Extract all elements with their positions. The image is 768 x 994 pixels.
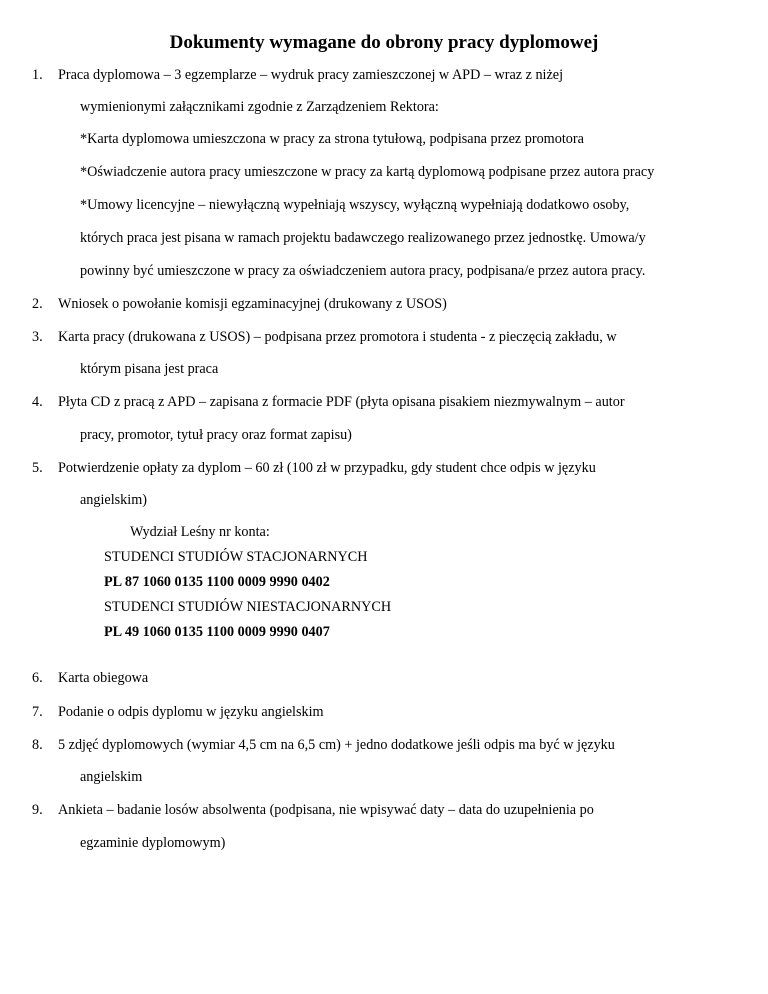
item-3-line-1: Karta pracy (drukowana z USOS) – podpisana przez promotora i studenta - z pieczęcią zakładu, w [58, 329, 617, 345]
item-2-number: 2. [32, 296, 43, 312]
item-3-number: 3. [32, 329, 43, 345]
item-1-line-4: *Oświadczenie autora pracy umieszczone w pracy za kartą dyplomową podpisane przez autora pracy [80, 164, 655, 180]
item-1-line-6: których praca jest pisana w ramach projektu badawczego realizowanego przez jednostkę. Umowa/y [80, 230, 646, 246]
item-3-line-2: którym pisana jest praca [80, 361, 219, 377]
item-1-line-7: powinny być umieszczone w pracy za oświadczeniem autora pracy, podpisana/e przez autora pracy. [80, 263, 646, 279]
item-5-line-2: angielskim) [80, 492, 147, 508]
page-title: Dokumenty wymagane do obrony pracy dyplomowej [169, 32, 599, 53]
item-8-number: 8. [32, 737, 43, 753]
bank-nonstationary-label: STUDENCI STUDIÓW NIESTACJONARNYCH [104, 599, 392, 615]
bank-stationary-account: PL 87 1060 0135 1100 0009 9990 0402 [104, 574, 330, 590]
item-6-line-1: Karta obiegowa [58, 670, 149, 686]
item-5-line-1: Potwierdzenie opłaty za dyplom – 60 zł (100 zł w przypadku, gdy student chce odpis w języku [58, 460, 596, 476]
item-1-line-2: wymienionymi załącznikami zgodnie z Zarządzeniem Rektora: [80, 99, 439, 115]
bank-stationary-label: STUDENCI STUDIÓW STACJONARNYCH [104, 549, 368, 565]
item-7-number: 7. [32, 704, 43, 720]
item-1-line-1: Praca dyplomowa – 3 egzemplarze – wydruk pracy zamieszczonej w APD – wraz z niżej [58, 67, 564, 83]
item-8-line-1: 5 zdjęć dyplomowych (wymiar 4,5 cm na 6,5 cm) + jedno dodatkowe jeśli odpis ma być w języku [58, 737, 615, 753]
item-6-number: 6. [32, 670, 43, 686]
item-1-line-5: *Umowy licencyjne – niewyłączną wypełniają wszyscy, wyłączną wypełniają dodatkowo osoby, [80, 197, 630, 213]
item-5-number: 5. [32, 460, 43, 476]
item-8-line-2: angielskim [80, 769, 143, 785]
item-4-number: 4. [32, 394, 43, 410]
item-9-line-1: Ankieta – badanie losów absolwenta (podpisana, nie wpisywać daty – data do uzupełnienia po [58, 802, 594, 818]
item-9-line-2: egzaminie dyplomowym) [80, 835, 226, 851]
item-1-line-3: *Karta dyplomowa umieszczona w pracy za strona tytułową, podpisana przez promotora [80, 131, 584, 147]
item-4-line-1: Płyta CD z pracą z APD – zapisana z formacie PDF (płyta opisana pisakiem niezmywalnym – autor [58, 394, 625, 410]
item-4-line-2: pracy, promotor, tytuł pracy oraz format zapisu) [80, 427, 352, 443]
item-1-number: 1. [32, 67, 43, 83]
item-2-line-1: Wniosek o powołanie komisji egzaminacyjnej (drukowany z USOS) [58, 296, 447, 312]
bank-nonstationary-account: PL 49 1060 0135 1100 0009 9990 0407 [104, 624, 330, 640]
item-7-line-1: Podanie o odpis dyplomu w języku angielskim [58, 704, 324, 720]
bank-header: Wydział Leśny nr konta: [130, 524, 270, 540]
item-9-number: 9. [32, 802, 43, 818]
